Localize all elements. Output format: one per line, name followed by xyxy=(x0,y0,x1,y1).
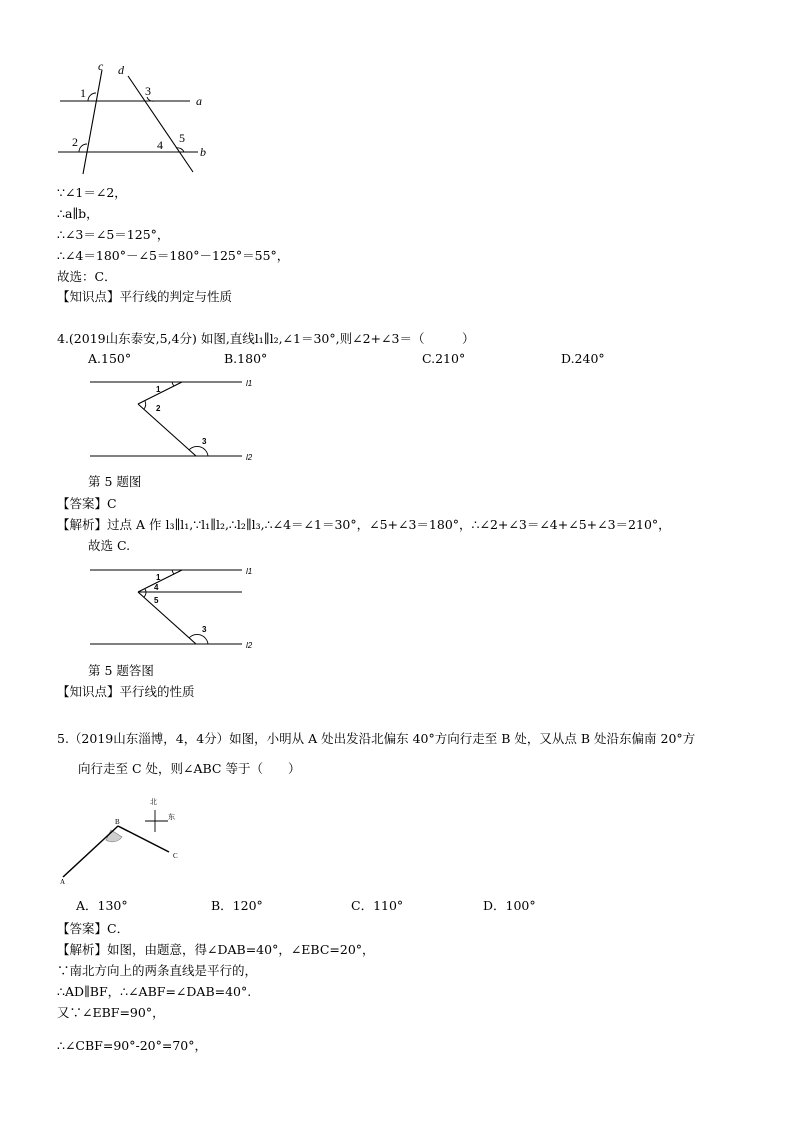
q3-line-5: 故选：C． xyxy=(57,269,117,284)
q5-east-label: 东 xyxy=(168,813,175,821)
q4-figure-1-caption: 第 5 题图 xyxy=(88,474,142,489)
q4-fig2-angle-5: 5 xyxy=(154,596,159,605)
q5-analysis-1: 【解析】如图，由题意，得∠DAB=40°，∠EBC=20°， xyxy=(57,942,375,957)
q3-label-c: c xyxy=(98,59,104,73)
q5-point-b: B xyxy=(115,818,120,826)
q5-point-a: A xyxy=(60,878,66,886)
q5-option-d: D．100° xyxy=(483,898,536,913)
q4-fig1-angle-3: 3 xyxy=(202,437,207,446)
q5-option-c: C．110° xyxy=(351,898,404,913)
q4-fig2-l1: l1 xyxy=(246,567,253,576)
q3-line-2: ∴a∥b， xyxy=(57,206,99,221)
q3-angle-3: 3 xyxy=(145,84,151,98)
q4-analysis-2: 故选 C. xyxy=(88,538,131,553)
q5-option-b: B．120° xyxy=(211,898,263,913)
q3-angle-4: 4 xyxy=(157,138,163,152)
q4-fig1-angle-2: 2 xyxy=(156,404,161,413)
q4-stem: 4.(2019山东泰安,5,4分) 如图,直线l₁∥l₂,∠1＝30°,则∠2+∠3＝（ ） xyxy=(57,331,475,346)
q4-option-c: C.210° xyxy=(422,351,466,366)
q4-knowledge: 【知识点】平行线的性质 xyxy=(57,684,195,699)
q4-figure-2 xyxy=(86,562,266,652)
q4-analysis-1: 【解析】过点 A 作 l₃∥l₁,∵l₁∥l₂,∴l₂∥l₃,∴∠4＝∠1＝30°，∠5+∠3＝180°，∴∠2+∠3＝∠4+∠5+∠3＝210°， xyxy=(57,517,671,532)
q3-line-4: ∴∠4＝180°－∠5＝180°－125°＝55°， xyxy=(57,248,290,263)
q4-fig2-l2: l2 xyxy=(246,641,253,650)
q5-stem-2: 向行走至 C 处，则∠ABC 等于（ ） xyxy=(78,761,301,776)
q4-option-d: D.240° xyxy=(561,351,605,366)
q5-answer: 【答案】C． xyxy=(57,921,130,936)
q4-fig1-l1: l1 xyxy=(246,379,253,388)
q5-analysis-4: 又∵∠EBF=90°， xyxy=(57,1005,165,1020)
q3-figure xyxy=(50,58,220,178)
q4-fig1-l2: l2 xyxy=(246,453,253,462)
q5-analysis-3: ∴AD∥BF，∴∠ABF=∠DAB=40°. xyxy=(57,984,252,999)
q3-label-b: b xyxy=(200,145,206,159)
q3-label-a: a xyxy=(196,94,202,108)
q5-figure xyxy=(56,792,196,888)
q3-knowledge: 【知识点】平行线的判定与性质 xyxy=(57,289,233,304)
q5-point-c: C xyxy=(173,852,178,860)
q5-analysis-2: ∵南北方向上的两条直线是平行的， xyxy=(57,963,258,978)
q4-option-b: B.180° xyxy=(224,351,268,366)
q3-line-1: ∵∠1＝∠2， xyxy=(57,185,127,200)
q5-north-label: 北 xyxy=(150,798,157,806)
q3-angle-1: 1 xyxy=(80,86,86,100)
q5-option-a: A．130° xyxy=(76,898,128,913)
q5-analysis-5: ∴∠CBF=90°-20°=70°， xyxy=(57,1038,207,1053)
q3-angle-2: 2 xyxy=(72,135,78,149)
q4-figure-1 xyxy=(86,374,266,464)
q5-stem-1: 5.（2019山东淄博，4，4分）如图，小明从 A 处出发沿北偏东 40°方向行走至 B 处，又从点 B 处沿东偏南 20°方 xyxy=(57,731,696,746)
q4-fig2-angle-1: 1 xyxy=(156,573,161,582)
q4-fig2-angle-4: 4 xyxy=(154,583,159,592)
q4-fig1-angle-1: 1 xyxy=(156,385,161,394)
q3-angle-5: 5 xyxy=(179,131,185,145)
q4-fig2-angle-3: 3 xyxy=(202,625,207,634)
q4-option-a: A.150° xyxy=(88,351,132,366)
q3-label-d: d xyxy=(118,63,124,77)
q4-answer: 【答案】C xyxy=(57,496,117,511)
q3-line-3: ∴∠3＝∠5＝125°， xyxy=(57,227,170,242)
q4-figure-2-caption: 第 5 题答图 xyxy=(88,663,154,678)
